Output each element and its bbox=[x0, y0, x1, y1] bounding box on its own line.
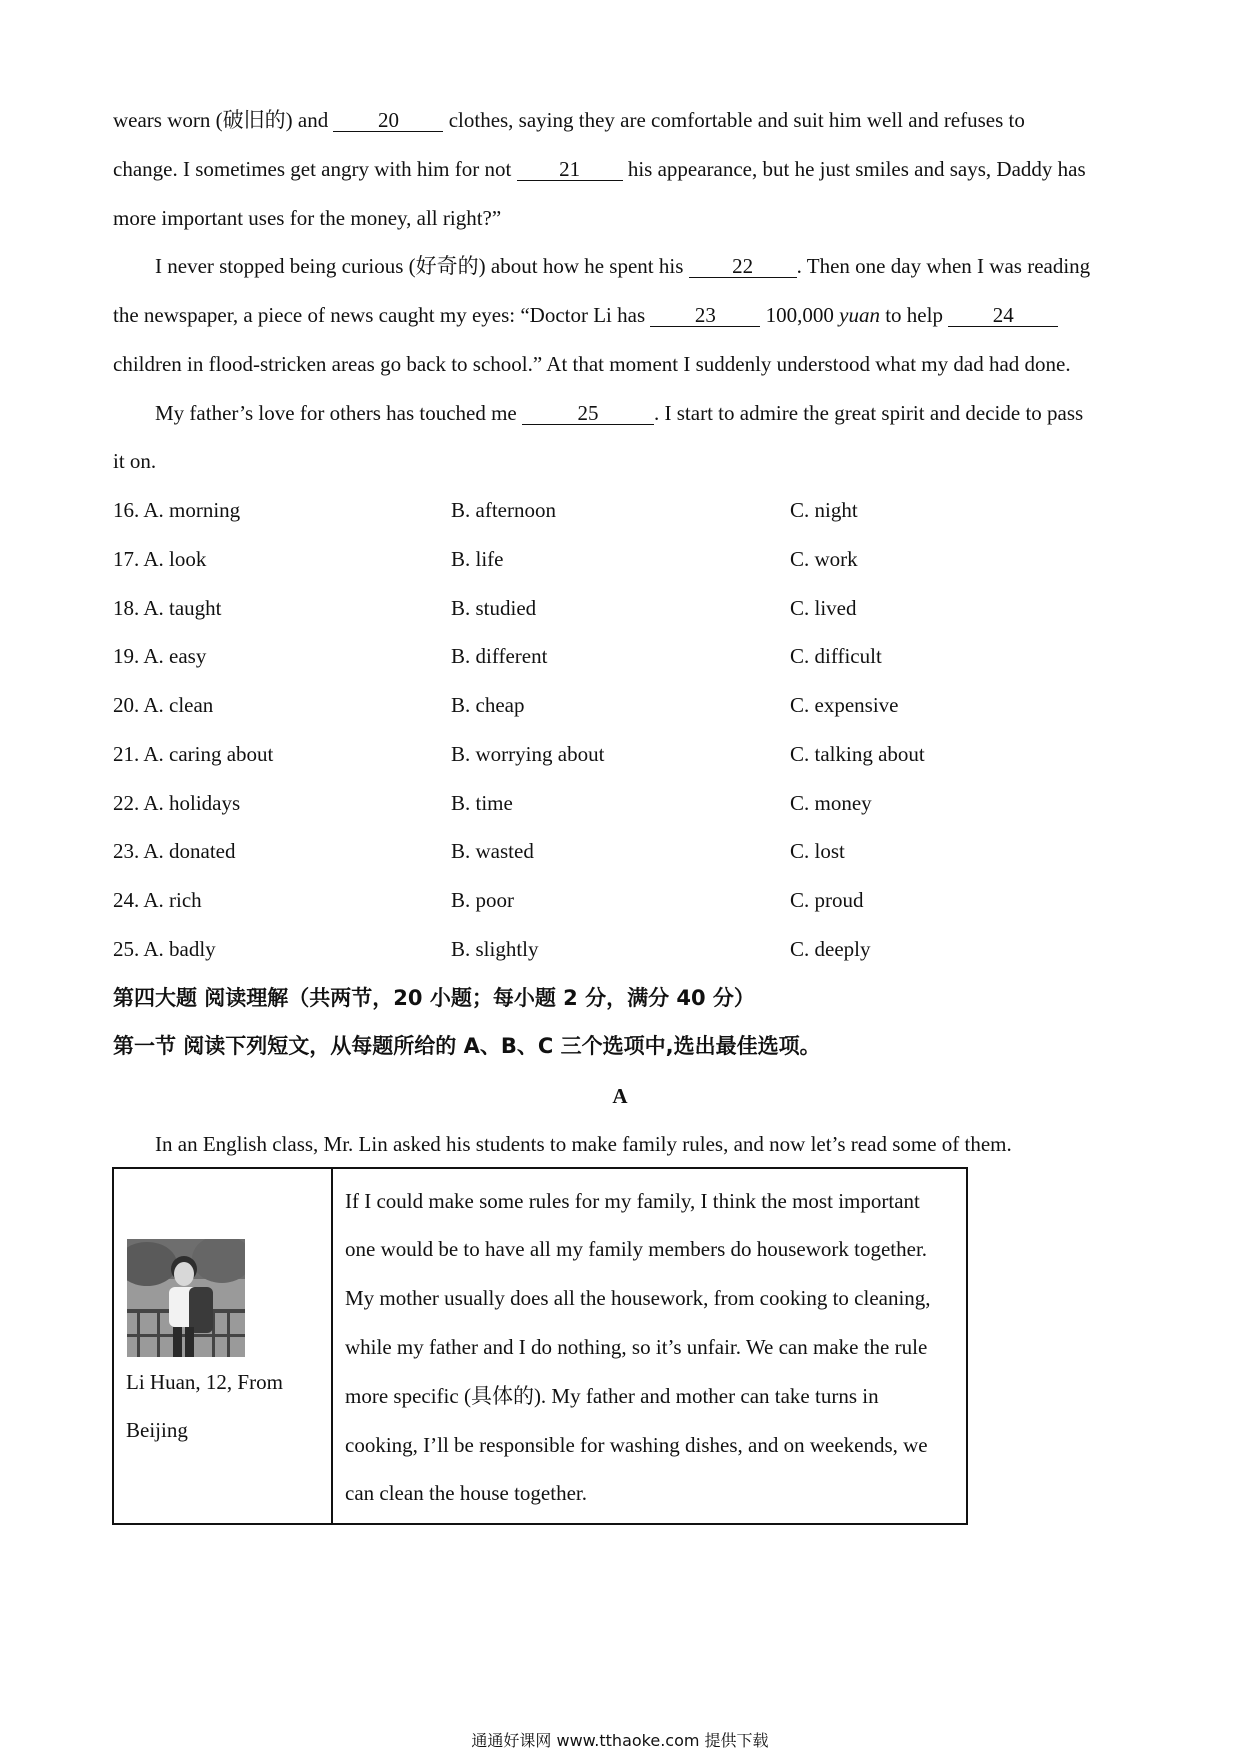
option-a: 24. A. rich bbox=[113, 888, 202, 912]
rule-text-line: while my father and I do nothing, so it’s unfair. We can make the rule bbox=[345, 1335, 928, 1359]
section-subtitle: 第一节 阅读下列短文，从每题所给的 A、B、C 三个选项中,选出最佳选项。 bbox=[113, 1034, 821, 1058]
option-a: 16. A. morning bbox=[113, 498, 241, 522]
option-a: 21. A. caring about bbox=[113, 742, 274, 766]
passage-label: A bbox=[612, 1084, 628, 1108]
option-c: C. money bbox=[790, 791, 872, 815]
student-profile-cell bbox=[114, 1169, 333, 1523]
option-c: C. proud bbox=[790, 888, 864, 912]
passage-line: wears worn (破旧的) and 20 clothes, saying they are comfortable and suit him well and refuses to bbox=[113, 108, 1025, 132]
passage-line: it on. bbox=[113, 449, 157, 473]
option-b: B. afternoon bbox=[451, 498, 556, 522]
option-c: C. work bbox=[790, 547, 858, 571]
rule-text-line: can clean the house together. bbox=[345, 1481, 587, 1505]
option-c: C. difficult bbox=[790, 644, 882, 668]
option-a: 18. A. taught bbox=[113, 596, 222, 620]
option-c: C. talking about bbox=[790, 742, 925, 766]
rule-text-line: more specific (具体的). My father and mother can take turns in bbox=[345, 1384, 879, 1408]
page-footer: 通通好课网 www.tthaoke.com 提供下载 bbox=[471, 1731, 769, 1750]
student-photo-image bbox=[127, 1239, 245, 1357]
option-b: B. time bbox=[451, 791, 513, 815]
option-b: B. studied bbox=[451, 596, 537, 620]
student-rules-cell bbox=[333, 1169, 966, 1523]
passage-line: I never stopped being curious (好奇的) about how he spent his 22 . Then one day when I was reading bbox=[155, 254, 1091, 278]
option-a: 23. A. donated bbox=[113, 839, 236, 863]
blank-24: 24 bbox=[948, 304, 1058, 327]
blank-20: 20 bbox=[333, 109, 443, 132]
option-a: 22. A. holidays bbox=[113, 791, 241, 815]
option-b: B. wasted bbox=[451, 839, 534, 863]
option-c: C. lost bbox=[790, 839, 845, 863]
option-a: 25. A. badly bbox=[113, 937, 216, 961]
passage-line: children in flood-stricken areas go back to school.” At that moment I suddenly understood what my dad had done. bbox=[113, 352, 1071, 376]
blank-25: 25 bbox=[522, 402, 654, 425]
passage-intro: In an English class, Mr. Lin asked his students to make family rules, and now let’s read some of them. bbox=[155, 1132, 1012, 1156]
option-b: B. life bbox=[451, 547, 504, 571]
passage-line: My father’s love for others has touched me 25 . I start to admire the great spirit and decide to pass bbox=[155, 401, 1084, 425]
blank-21: 21 bbox=[517, 158, 623, 181]
option-a: 19. A. easy bbox=[113, 644, 207, 668]
blank-23: 23 bbox=[650, 304, 760, 327]
section-title: 第四大题 阅读理解（共两节，20 小题；每小题 2 分，满分 40 分） bbox=[113, 986, 755, 1010]
option-a: 20. A. clean bbox=[113, 693, 214, 717]
option-b: B. slightly bbox=[451, 937, 539, 961]
rule-text-line: If I could make some rules for my family, I think the most important bbox=[345, 1189, 920, 1213]
passage-line: change. I sometimes get angry with him for not 21 his appearance, but he just smiles and says, Daddy has bbox=[113, 157, 1086, 181]
option-b: B. poor bbox=[451, 888, 514, 912]
passage-line: the newspaper, a piece of news caught my eyes: “Doctor Li has 23 100,000 yuan to help 24 bbox=[113, 301, 1058, 329]
option-b: B. different bbox=[451, 644, 548, 668]
option-c: C. expensive bbox=[790, 693, 899, 717]
rule-text-line: one would be to have all my family members do housework together. bbox=[345, 1237, 928, 1261]
blank-22: 22 bbox=[689, 255, 797, 278]
student-name-line: Beijing bbox=[126, 1418, 188, 1442]
option-c: C. lived bbox=[790, 596, 857, 620]
family-rules-table bbox=[112, 1167, 968, 1525]
option-c: C. night bbox=[790, 498, 858, 522]
option-b: B. worrying about bbox=[451, 742, 605, 766]
option-a: 17. A. look bbox=[113, 547, 207, 571]
rule-text-line: My mother usually does all the housework, from cooking to cleaning, bbox=[345, 1286, 931, 1310]
student-photo bbox=[127, 1239, 245, 1357]
passage-line: more important uses for the money, all right?” bbox=[113, 206, 502, 230]
option-b: B. cheap bbox=[451, 693, 525, 717]
student-name-line: Li Huan, 12, From bbox=[126, 1370, 283, 1394]
option-c: C. deeply bbox=[790, 937, 871, 961]
rule-text-line: cooking, I’ll be responsible for washing dishes, and on weekends, we bbox=[345, 1433, 928, 1457]
